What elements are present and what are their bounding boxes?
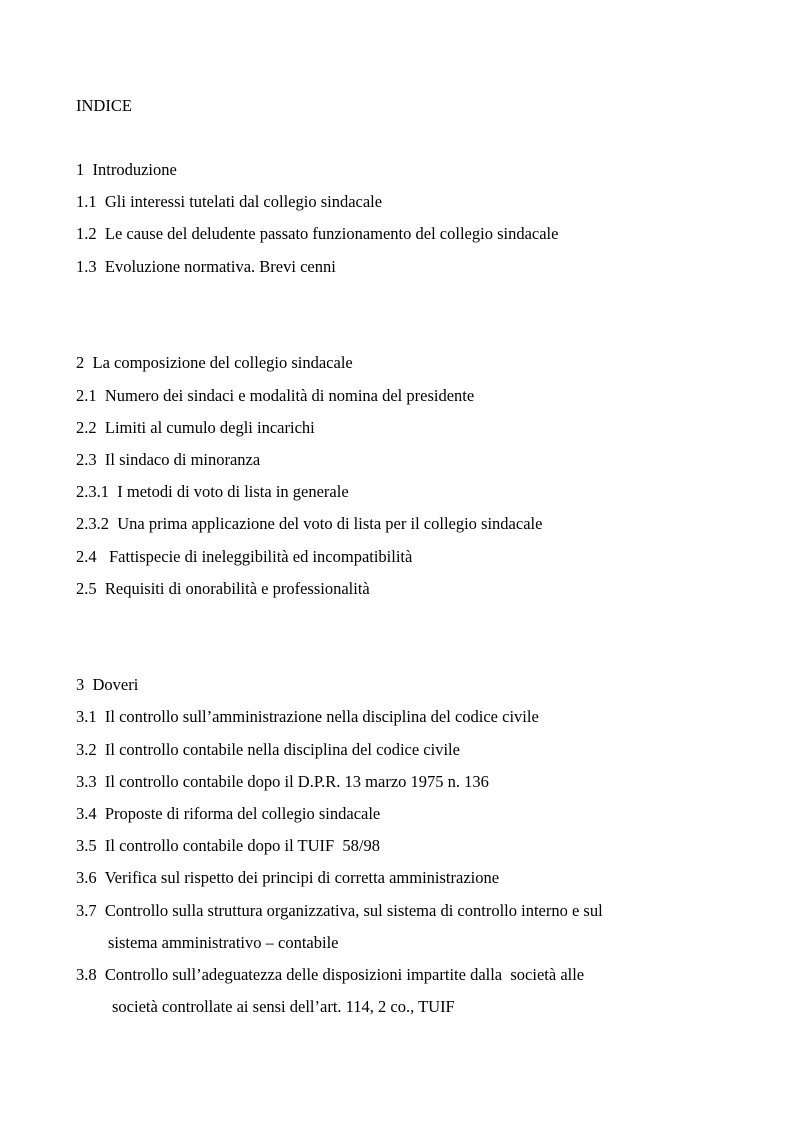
toc-item-1-2: 1.2 Le cause del deludente passato funzionamento del collegio sindacale bbox=[76, 224, 559, 243]
toc-item-3-7-line1: 3.7 Controllo sulla struttura organizzativa, sul sistema di controllo interno e sul bbox=[76, 901, 603, 920]
toc-item-3-8-line1: 3.8 Controllo sull’adeguatezza delle disposizioni impartite dalla società alle bbox=[76, 965, 585, 984]
toc-item-1-1: 1.1 Gli interessi tutelati dal collegio sindacale bbox=[76, 192, 383, 211]
toc-item-2-5: 2.5 Requisiti di onorabilità e professionalità bbox=[76, 579, 370, 598]
index-title: INDICE bbox=[76, 96, 132, 115]
toc-item-2-3-1: 2.3.1 I metodi di voto di lista in generale bbox=[76, 482, 349, 501]
toc-heading-3: 3 Doveri bbox=[76, 675, 139, 694]
toc-item-3-1: 3.1 Il controllo sull’amministrazione nella disciplina del codice civile bbox=[76, 707, 539, 726]
toc-item-3-7-line2: sistema amministrativo – contabile bbox=[108, 933, 339, 952]
toc-item-3-5: 3.5 Il controllo contabile dopo il TUIF 58/98 bbox=[76, 836, 380, 855]
toc-item-3-6: 3.6 Verifica sul rispetto dei principi di corretta amministrazione bbox=[76, 868, 500, 887]
toc-item-3-2: 3.2 Il controllo contabile nella disciplina del codice civile bbox=[76, 740, 460, 759]
toc-item-2-2: 2.2 Limiti al cumulo degli incarichi bbox=[76, 418, 315, 437]
toc-item-2-1: 2.1 Numero dei sindaci e modalità di nomina del presidente bbox=[76, 386, 475, 405]
toc-item-3-4: 3.4 Proposte di riforma del collegio sindacale bbox=[76, 804, 381, 823]
toc-item-3-3: 3.3 Il controllo contabile dopo il D.P.R. 13 marzo 1975 n. 136 bbox=[76, 772, 489, 791]
toc-item-2-3-2: 2.3.2 Una prima applicazione del voto di lista per il collegio sindacale bbox=[76, 514, 543, 533]
toc-item-2-3: 2.3 Il sindaco di minoranza bbox=[76, 450, 261, 469]
toc-heading-1: 1 Introduzione bbox=[76, 160, 177, 179]
toc-item-3-8-line2: società controllate ai sensi dell’art. 114, 2 co., TUIF bbox=[112, 997, 455, 1016]
toc-item-2-4: 2.4 Fattispecie di ineleggibilità ed incompatibilità bbox=[76, 547, 413, 566]
toc-heading-2: 2 La composizione del collegio sindacale bbox=[76, 353, 353, 372]
toc-item-1-3: 1.3 Evoluzione normativa. Brevi cenni bbox=[76, 257, 336, 276]
